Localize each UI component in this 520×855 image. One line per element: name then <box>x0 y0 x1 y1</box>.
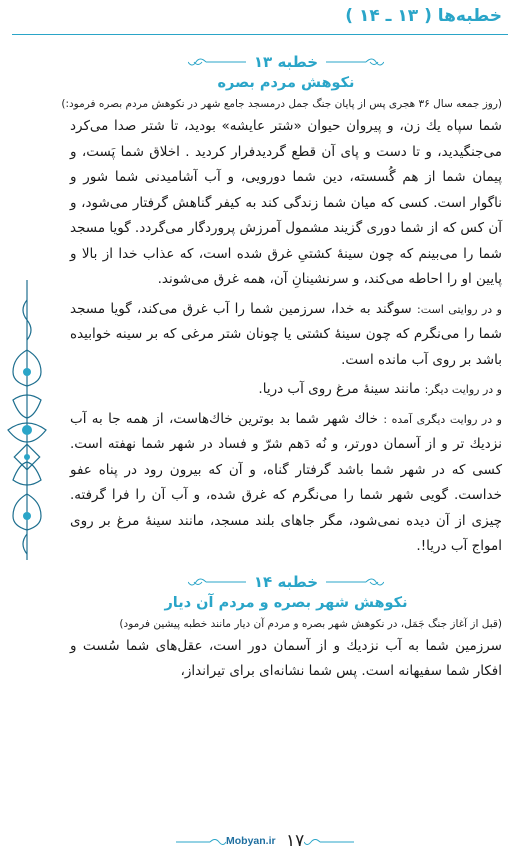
khutba-14-paragraph-1: سرزمين شما به آب نزديك و از آسمان دور است، عقل‌هاى شما سُست و افكار شما سفيهانه است. پس شما نشانه‌اى براى تيرانداز، <box>70 637 502 679</box>
khutba-13-paragraph-3: و در روايت ديگر: مانند سينۀ مرغ روى آب دريا. <box>258 381 502 397</box>
footer-flourish-icon <box>176 836 226 848</box>
page-header <box>0 0 520 36</box>
khutba-14-intro: (قبل از آغاز جنگ جَمَل، در نكوهش شهر بصره و مردم آن ديار مانند خطبه پيشين فرمود) <box>119 617 502 630</box>
flourish-right-icon <box>326 575 384 589</box>
khutba-13-paragraph-4: و در روايت ديگرى آمده : خاك شهر شما بد بوترين خاك‌هاست، از همه جا به آب نزديك تر و از آسمان دورتر، و نُه دَهم شرّ و فساد در شهر شما نهفته است. كسى كه در شهر شما باشد گرفتار گناه، و آن كه بيرون رود در پناه عفو خداست. گويى شهر شما را مى‌نگرم كه غرق شده، و آب آن را فرا گرفته. چيزى از آن ديده نمى‌شود، مگر جاهاى بلند مسجد، مانند سينۀ مرغ بر روى امواج آب دريا!. <box>70 410 502 554</box>
khutba-14-heading <box>70 570 502 611</box>
khutba-13-number: خطبه ۱۳ <box>253 53 319 71</box>
khutba-14-number: خطبه ۱۴ <box>253 572 319 591</box>
page-content <box>61 40 502 830</box>
khutba-14-section <box>70 570 502 685</box>
header-rule <box>12 34 508 35</box>
khutba-13-paragraph-2: و در روايتى است: سوگند به خدا، سرزمين شما را آب غرق مى‌كند، گويا مسجد شما را مى‌نگرم كه چون سينۀ كشتى يا چونان شتر مرغى كه بر سينه خوابيده باشد بر روى آب مانده است. <box>70 300 502 368</box>
khutba-14-subtitle: نكوهش شهر بصره و مردم آن ديار <box>164 594 408 611</box>
khutba-13-section <box>61 50 502 560</box>
flourish-left-icon <box>188 575 246 589</box>
side-ornament <box>4 280 50 560</box>
flourish-right-icon <box>326 55 384 69</box>
footer-flourish-icon <box>304 836 354 848</box>
khutba-13-paragraph-1: شما سپاه يك زن، و پيروان حيوان «شتر عايشه» بوديد، تا شتر صدا مى‌كرد مى‌جنگيديد، و تا دست و پاى آن قطع گرديدفرار كرديد . اخلاق شما پَست، و پيمان شما از هم گُسسته، دين شما دورويى، و آب آشاميدنى شما شور و ناگوار است. كسى كه ميان شما زندگى كند به كيفر گناهش گرفتار مى‌شود، و آن كس كه از شما دورى گزيند مشمول آمرزش پروردگار مى‌گردد. گويا مسجد شما را مى‌بينم كه چون سينۀ كشتىِ غرق شده است، كه عذاب خدا از بالا و پايين او را احاطه مى‌كند، و سرنشينانِ آن، همه غرق مى‌شوند. <box>70 118 502 287</box>
running-header-title: خطبه‌ها ( ۱۳ ـ ۱۴ ) <box>345 6 502 26</box>
khutba-13-intro: (روز جمعه سال ۳۶ هجری پس از پایان جنگ جمل درمسجد جامع شهر در نکوهش مردم بصره فرمود:) <box>61 98 502 110</box>
flourish-left-icon <box>188 55 246 69</box>
page-number: ۱۷ <box>286 831 305 851</box>
khutba-13-subtitle: نکوهش مردم بصره <box>217 75 355 91</box>
footer-site-link[interactable]: Mobyan.ir <box>226 835 276 847</box>
page-footer <box>0 827 520 855</box>
khutba-13-heading <box>70 50 502 91</box>
